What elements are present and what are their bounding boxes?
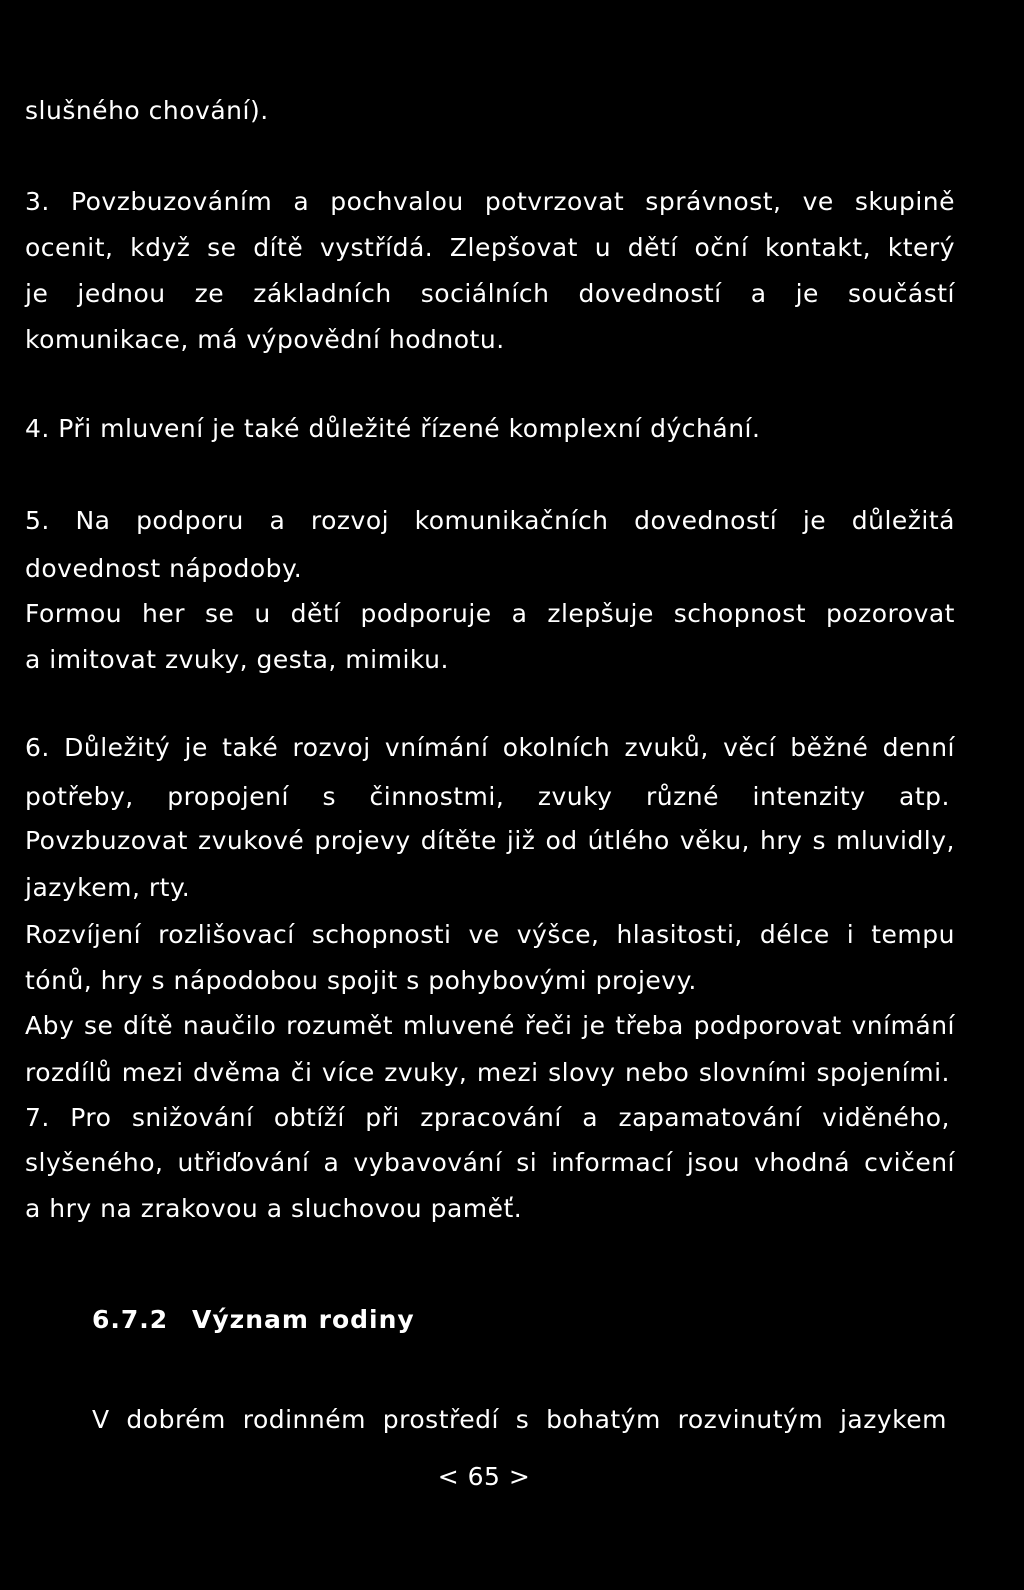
text-line: tónů, hry s nápodobou spojit s pohybovými projevy. [25, 966, 697, 995]
text-line: Aby se dítě naučilo rozumět mluvené řeči je třeba podporovat vnímání [25, 1011, 955, 1040]
text-line: a hry na zrakovou a sluchovou paměť. [25, 1194, 523, 1223]
text-line: jazykem, rty. [25, 873, 191, 902]
text-line: 7. Pro snižování obtíží při zpracování a zapamatování viděného, [25, 1103, 950, 1132]
text-line: Rozvíjení rozlišovací schopnosti ve výšce, hlasitosti, délce i tempu [25, 920, 955, 949]
text-line: 3. Povzbuzováním a pochvalou potvrzovat správnost, ve skupině [25, 187, 955, 216]
text-line: 6. Důležitý je také rozvoj vnímání okolních zvuků, věcí běžné denní [25, 733, 955, 762]
text-line: ocenit, když se dítě vystřídá. Zlepšovat u dětí oční kontakt, který [25, 233, 955, 262]
text-line: slyšeného, utřiďování a vybavování si informací jsou vhodná cvičení [25, 1148, 955, 1177]
text-line: 5. Na podporu a rozvoj komunikačních dovedností je důležitá [25, 506, 955, 535]
text-line: 4. Při mluvení je také důležité řízené komplexní dýchání. [25, 414, 761, 443]
text-line: rozdílů mezi dvěma či více zvuky, mezi slovy nebo slovními spojeními. [25, 1058, 950, 1087]
text-line: je jednou ze základních sociálních dovedností a je součástí [25, 279, 955, 308]
text-line: dovednost nápodoby. [25, 554, 303, 583]
text-line: a imitovat zvuky, gesta, mimiku. [25, 645, 449, 674]
text-line: komunikace, má výpovědní hodnotu. [25, 325, 505, 354]
text-line: Formou her se u dětí podporuje a zlepšuje schopnost pozorovat [25, 599, 955, 628]
section-heading [92, 1305, 415, 1335]
text-line: slušného chování). [25, 96, 269, 125]
section-number: 6.7.2 [92, 1305, 169, 1334]
section-title: Význam rodiny [192, 1305, 415, 1334]
text-line: V dobrém rodinném prostředí s bohatým rozvinutým jazykem [92, 1405, 947, 1434]
page-number: < 65 > [437, 1462, 531, 1491]
text-line: Povzbuzovat zvukové projevy dítěte již od útlého věku, hry s mluvidly, [25, 826, 955, 855]
text-line: potřeby, propojení s činnostmi, zvuky různé intenzity atp. [25, 782, 950, 811]
